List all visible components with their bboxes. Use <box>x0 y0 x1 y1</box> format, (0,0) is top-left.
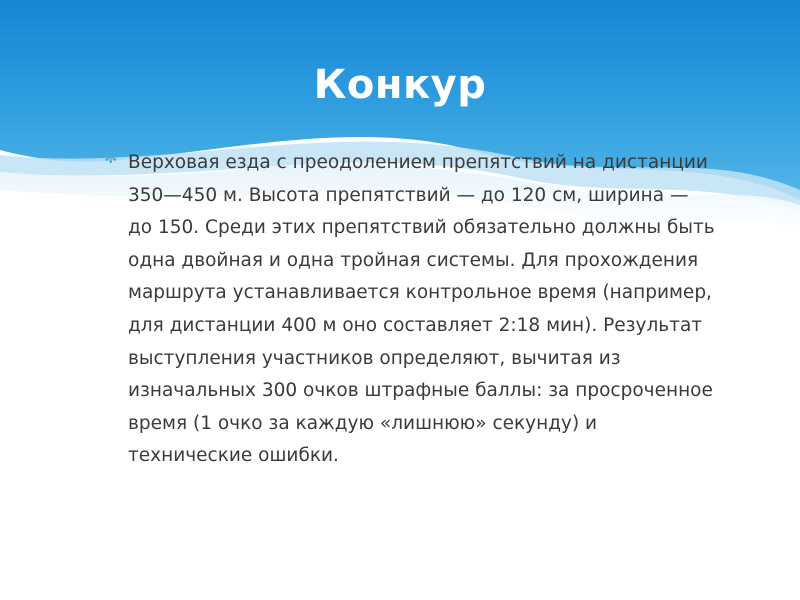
slide-title: Конкур <box>313 62 487 108</box>
list-item <box>104 147 716 473</box>
bullet-list <box>104 147 716 473</box>
bullet-text: Верховая езда с преодолением препятствий на дистанции 350—450 м. Высота препятствий — до 120 см, ширина — до 150. Среди этих препятствий обязательно должны быть одна двойная и одна тройная системы. Для прохождения маршрута устанавливается контрольное время (например, для дистанции 400 м оно составляет 2:18 мин). Результат выступления участников определяют, вычитая из изначальных 300 очков штрафные баллы: за просроченное время (1 очко за каждую «лишнюю» секунду) и технические ошибки. <box>128 152 715 467</box>
asterisk-bullet-icon: ✻ <box>104 148 118 167</box>
